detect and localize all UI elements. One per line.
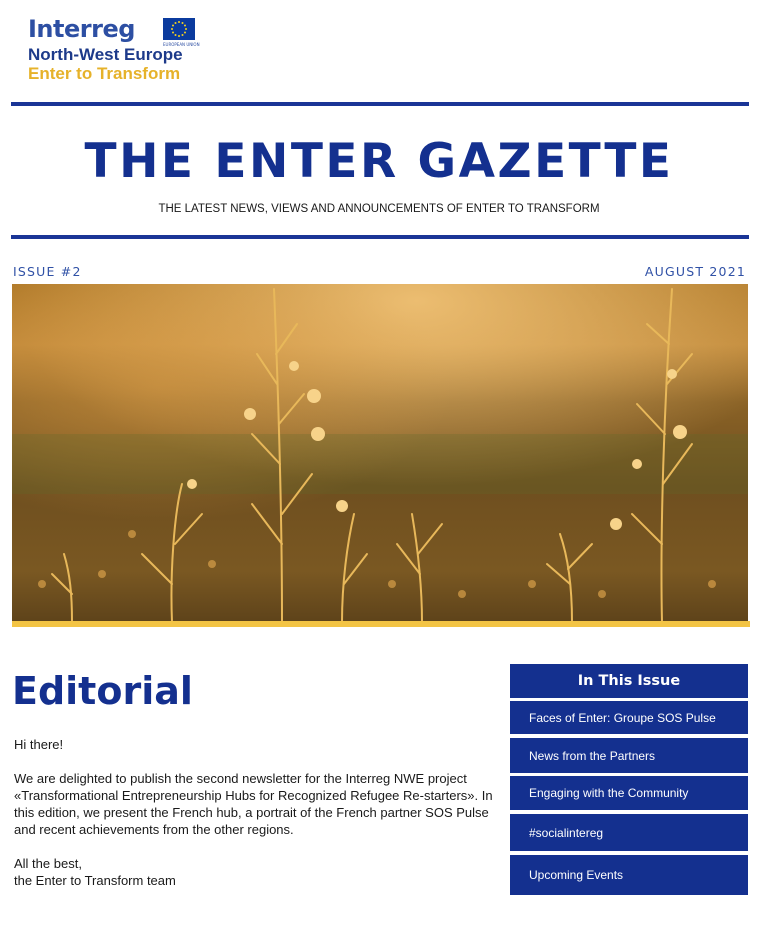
issue-number: ISSUE #2	[13, 264, 82, 279]
toc-item-upcoming-events[interactable]: Upcoming Events	[510, 855, 748, 895]
editorial-line: this edition, we present the French hub, a portrait of the French partner SOS Pulse	[14, 805, 489, 820]
logo-tagline: Enter to Transform	[28, 64, 181, 83]
editorial-signoff-block	[14, 855, 494, 889]
in-this-issue-panel	[510, 664, 748, 882]
eu-label: EUROPEAN UNION	[163, 42, 200, 47]
editorial-signature: the Enter to Transform team	[14, 873, 176, 888]
page-title: THE ENTER GAZETTE	[84, 134, 674, 189]
masthead-top-rule	[11, 102, 749, 106]
toc-item-faces-of-enter[interactable]: Faces of Enter: Groupe SOS Pulse	[510, 701, 748, 734]
toc-heading: In This Issue	[510, 664, 748, 698]
editorial-body	[14, 736, 494, 906]
editorial-paragraph	[14, 770, 494, 838]
toc-item-news-from-partners[interactable]: News from the Partners	[510, 738, 748, 773]
logo-region: North-West Europe	[28, 45, 183, 64]
editorial-signoff: All the best,	[14, 856, 82, 871]
issue-date: AUGUST 2021	[644, 264, 746, 279]
editorial-line: and recent achievements from the other regions.	[14, 822, 294, 837]
page-subtitle: THE LATEST NEWS, VIEWS AND ANNOUNCEMENTS OF ENTER TO TRANSFORM	[158, 203, 600, 215]
masthead-bottom-rule	[11, 235, 749, 239]
hero-image	[12, 284, 748, 622]
toc-item-socialintereg[interactable]: #socialintereg	[510, 814, 748, 851]
interreg-logo	[28, 15, 228, 85]
hero-accent-bar	[12, 621, 750, 627]
toc-item-engaging-community[interactable]: Engaging with the Community	[510, 776, 748, 810]
editorial-greeting: Hi there!	[14, 737, 64, 752]
eu-flag-icon	[163, 18, 195, 40]
logo-brand: Interreg	[28, 15, 135, 43]
editorial-line: «Transformational Entrepreneurship Hubs for Recognized Refugee Re-starters». In	[14, 788, 493, 803]
editorial-heading: Editorial	[12, 669, 193, 713]
editorial-line: We are delighted to publish the second newsletter for the Interreg NWE project	[14, 771, 467, 786]
